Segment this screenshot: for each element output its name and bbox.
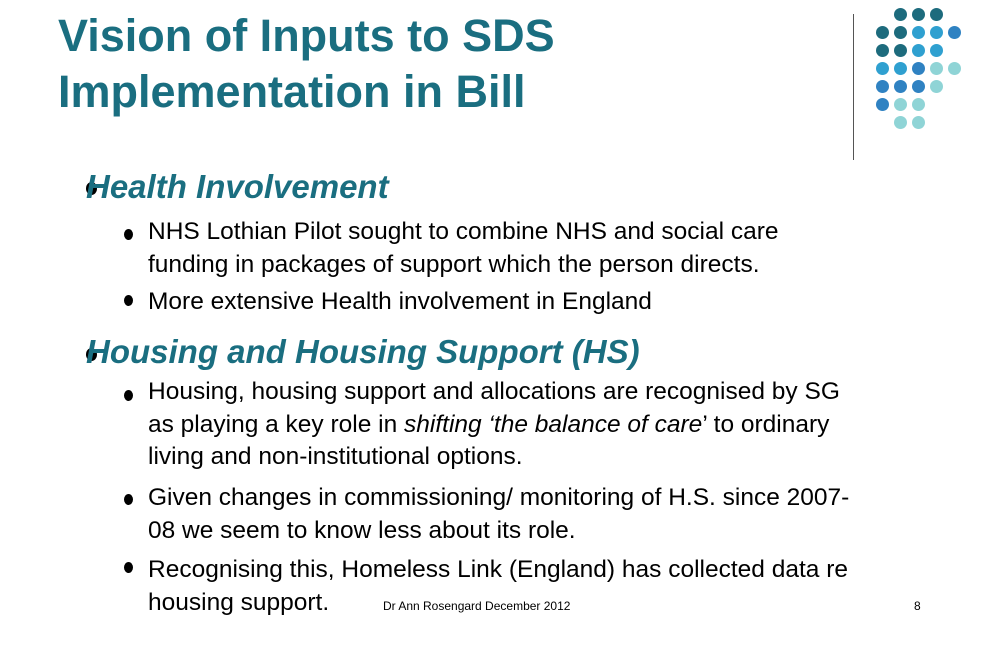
- decorative-dot: [894, 62, 907, 75]
- bullet-england-health: [148, 286, 938, 319]
- decorative-dot: [894, 98, 907, 111]
- decorative-dot: [876, 98, 889, 111]
- section-heading-health: Health Involvement: [86, 168, 389, 205]
- decorative-dot: [930, 8, 943, 21]
- decorative-dot: [912, 98, 925, 111]
- decorative-dot: [930, 26, 943, 39]
- decorative-dot: [912, 26, 925, 39]
- decorative-dot: [912, 8, 925, 21]
- bullet-line: funding in packages of support which the person directs.: [148, 250, 760, 278]
- decorative-dot: [876, 44, 889, 57]
- decorative-dot: [948, 26, 961, 39]
- decorative-dot: [930, 44, 943, 57]
- decorative-dot: [894, 8, 907, 21]
- decorative-dot: [894, 26, 907, 39]
- bullet-dot: [124, 295, 133, 306]
- decorative-dot: [948, 62, 961, 75]
- footer-page-number: 8: [914, 599, 921, 613]
- section-heading-housing: Housing and Housing Support (HS): [86, 333, 640, 370]
- bullet-line: Given changes in commissioning/ monitoring of H.S. since 2007-: [148, 484, 850, 511]
- decorative-dot-grid: [860, 8, 981, 140]
- bullet-line: NHS Lothian Pilot sought to combine NHS and social care: [148, 218, 779, 245]
- bullet-line: living and non-institutional options.: [148, 443, 523, 470]
- decorative-dot: [876, 80, 889, 93]
- decorative-dot: [912, 62, 925, 75]
- decorative-dot: [912, 116, 925, 129]
- decorative-dot: [876, 62, 889, 75]
- bullet-housing-sg: [148, 376, 938, 474]
- decorative-dot: [894, 44, 907, 57]
- slide-title: [58, 8, 818, 120]
- bullet-line: as playing a key role in: [148, 410, 405, 438]
- title-line-1: Vision of Inputs to SDS: [58, 10, 555, 61]
- decorative-dot: [894, 116, 907, 129]
- bullet-line: ’ to ordinary: [702, 410, 830, 438]
- decorative-dot: [912, 44, 925, 57]
- decorative-dot: [930, 80, 943, 93]
- bullet-dot: [124, 562, 133, 573]
- decorative-dot: [894, 80, 907, 93]
- bullet-line: housing support.: [148, 588, 330, 616]
- divider-line: [853, 14, 854, 160]
- bullet-nhs-lothian: [148, 216, 938, 281]
- title-line-2: Implementation in Bill: [58, 66, 526, 117]
- bullet-dot: [124, 494, 133, 505]
- decorative-dot: [912, 80, 925, 93]
- bullet-line: 08 we seem to know less about its role.: [148, 516, 576, 544]
- bullet-commissioning: [148, 482, 938, 547]
- italic-phrase: shifting ‘the balance of care: [404, 410, 703, 438]
- bullet-line: More extensive Health involvement in England: [148, 288, 652, 315]
- bullet-line: Housing, housing support and allocations are recognised by SG: [148, 378, 840, 405]
- bullet-dot: [124, 390, 133, 401]
- bullet-line: Recognising this, Homeless Link (England) has collected data re: [148, 556, 848, 583]
- decorative-dot: [930, 62, 943, 75]
- bullet-dot: [124, 229, 133, 240]
- footer-author-date: Dr Ann Rosengard December 2012: [383, 599, 571, 613]
- decorative-dot: [876, 26, 889, 39]
